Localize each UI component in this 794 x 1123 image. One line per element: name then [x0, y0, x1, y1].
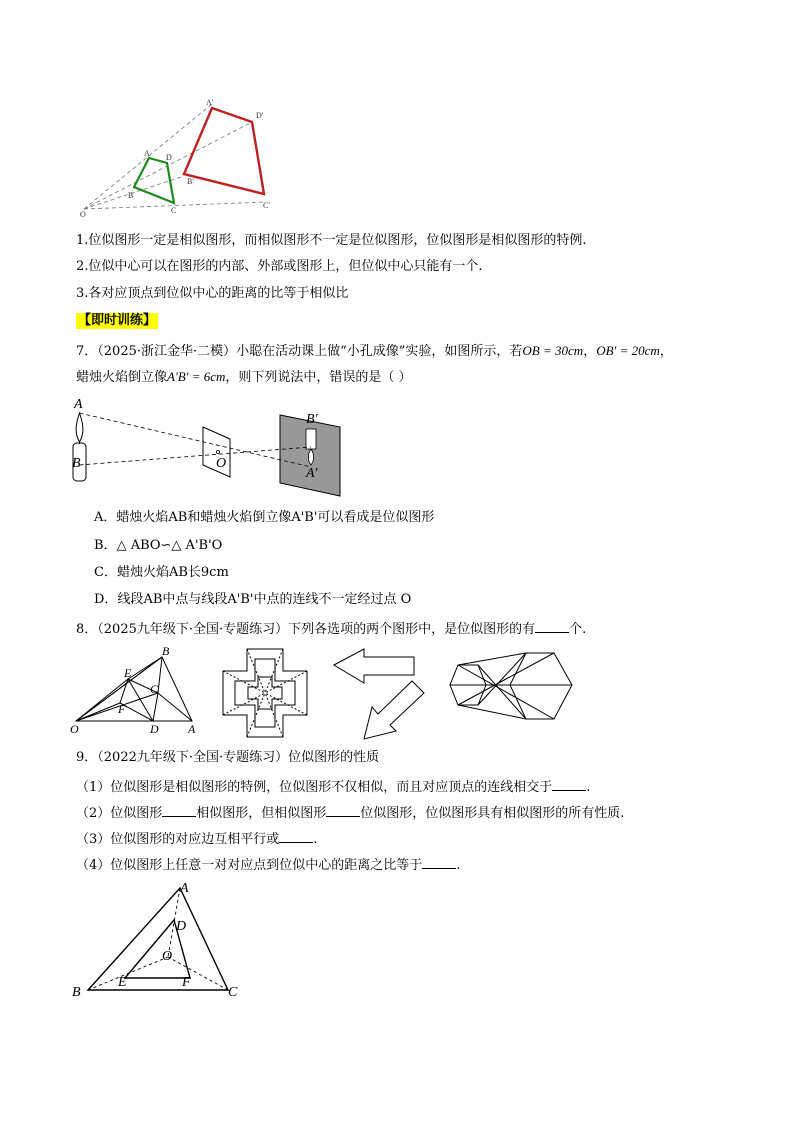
original-quad: [134, 158, 174, 203]
note-2: 2.位似中心可以在图形的内部、外部或图形上，但位似中心只能有一个.: [76, 259, 483, 274]
q9-blank-5: [422, 856, 456, 869]
pinhole-label-B: B: [72, 456, 81, 471]
section-tag: 【即时训练】: [78, 313, 157, 328]
q9-blank-4: [279, 830, 313, 843]
q9-figure: [68, 880, 248, 1000]
q9-title: 9．（2022九年级下·全国·专题练习）位似图形的性质: [76, 750, 380, 765]
label-C: C: [171, 206, 177, 215]
pinhole-label-O: O: [216, 456, 227, 471]
q9-blank-2: [162, 804, 196, 817]
q8-figures: [66, 647, 586, 747]
q8-label-A: A: [188, 722, 196, 736]
label-B: B: [128, 191, 134, 200]
q7-option-d: D．线段AB中点与线段A'B'中点的连线不一定经过点 O: [94, 592, 412, 607]
q8-answer-blank: [535, 620, 569, 633]
label-B-prime: B': [187, 177, 194, 186]
note-1: 1.位似图形一定是相似图形，而相似图形不一定是位似图形，位似图形是相似图形的特例.: [76, 233, 587, 248]
q9-label-F: F: [182, 975, 191, 990]
q8-label-E: E: [124, 666, 132, 680]
label-O: O: [80, 210, 86, 219]
q9-label-B: B: [72, 985, 81, 1000]
q9-label-A: A: [180, 881, 189, 896]
pinhole-label-A-prime: A': [306, 466, 318, 481]
q7-apbp: A'B' = 6cm: [167, 369, 226, 384]
q7-line-1: 7．（2025·浙江金华·二模）小聪在活动课上做“小孔成像”实验，如图所示，若OB = 30cm，OB' = 20cm，: [76, 343, 673, 359]
q7-ob: OB = 30cm: [522, 343, 584, 358]
label-D-prime: D': [256, 111, 264, 120]
q9-label-O: O: [162, 949, 173, 964]
q9-statement-4: （4）位似图形上任意一对对应点到位似中心的距离之比等于 .: [76, 858, 461, 873]
label-C-prime: C': [263, 201, 270, 210]
q9-label-C: C: [228, 985, 238, 1000]
q8-label-O: O: [70, 722, 79, 736]
pinhole-label-A: A: [74, 397, 83, 412]
label-A-prime: A': [206, 98, 214, 107]
q8-label-C: C: [150, 682, 159, 696]
q9-statement-3: （3）位似图形的对应边互相平行或 .: [76, 832, 318, 847]
q9-label-D: D: [176, 919, 187, 934]
label-D: D: [166, 153, 172, 162]
q7-option-b: B．△ ABO∽△ A'B'O: [94, 538, 223, 553]
label-A: A: [144, 149, 150, 158]
pinhole-label-B-prime: B': [306, 412, 318, 427]
q9-blank-1: [552, 778, 586, 791]
q8-label-B: B: [162, 647, 170, 658]
note-3: 3.各对应顶点到位似中心的距离的比等于相似比: [76, 286, 349, 301]
q7-option-a: A．蜡烛火焰AB和蜡烛火焰倒立像A'B'可以看成是位似图形: [94, 510, 435, 525]
pinhole-figure: [66, 395, 356, 503]
q7-obp: OB' = 20cm: [596, 343, 660, 358]
q9-blank-3: [326, 804, 360, 817]
q9-statement-1: （1）位似图形是相似图形的特例，位似图形不仅相似，而且对应顶点的连线相交于 .: [76, 780, 591, 795]
q7-line-2: 蜡烛火焰倒立像A'B' = 6cm，则下列说法中，错误的是（ ）: [76, 369, 412, 385]
q7-option-c: C．蜡烛火焰AB长9cm: [94, 565, 229, 580]
q9-statement-2: （2）位似图形 相似图形，但相似图形 位似图形，位似图形具有相似图形的所有性质.: [76, 806, 625, 821]
q8-label-D: D: [150, 722, 159, 736]
q8-line: 8．（2025九年级下·全国·专题练习）下列各选项的两个图形中，是位似图形的有 个.: [76, 622, 587, 637]
homothety-figure: [76, 96, 286, 220]
q8-label-F: F: [118, 702, 126, 716]
q9-label-E: E: [118, 975, 127, 990]
